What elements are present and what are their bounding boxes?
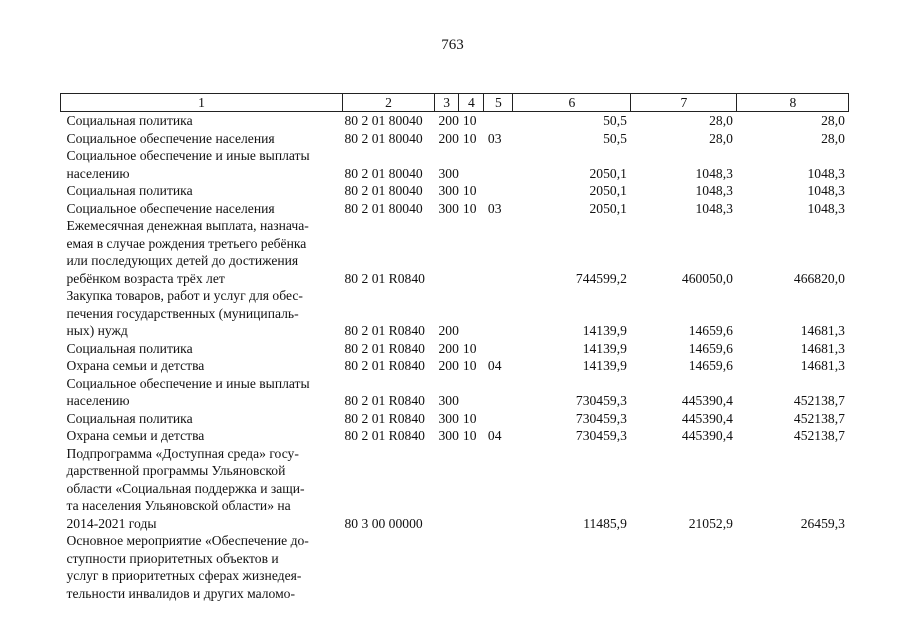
subsection [484, 445, 513, 533]
subsection [484, 182, 513, 200]
row-name [61, 112, 343, 130]
amount-col-6: 50,5 [603, 113, 627, 128]
subsection: 03 [487, 130, 502, 146]
section [459, 287, 484, 340]
amount-col-8: 452138,7 [793, 410, 845, 426]
table-row [61, 182, 849, 200]
amount-col-7: 1048,3 [695, 165, 733, 181]
amount-col-6 [513, 532, 631, 602]
row-name-line: Охрана семьи и детства [66, 358, 205, 373]
amount-col-7: 14659,6 [688, 323, 733, 338]
amount-col-6: 2050,1 [589, 200, 627, 216]
table-row [61, 287, 849, 340]
row-name-line: или последующих детей до достижения [66, 253, 299, 268]
expense-type [435, 445, 459, 533]
amount-col-8: 1048,3 [807, 200, 845, 216]
subsection: 04 [487, 428, 502, 443]
subsection [484, 375, 513, 410]
amount-col-7 [631, 532, 737, 602]
column-header-1: 1 [61, 94, 343, 112]
table-row [61, 112, 849, 130]
table-row [61, 410, 849, 428]
expense-type: 300 [438, 183, 459, 198]
subsection [484, 532, 513, 602]
row-name-line: дарственной программы Ульяновской [66, 463, 286, 478]
expense-type: 200 [438, 358, 459, 373]
table-row [61, 427, 849, 445]
row-name-line: Социальное обеспечение населения [66, 130, 275, 146]
subsection: 04 [487, 358, 502, 373]
amount-col-8: 28,0 [821, 113, 845, 128]
section [459, 532, 484, 602]
amount-col-7: 1048,3 [695, 183, 733, 198]
row-name [61, 182, 343, 200]
amount-col-6: 2050,1 [589, 183, 627, 198]
amount-col-7: 445390,4 [681, 410, 733, 426]
target-code: 80 2 01 R0840 [344, 340, 425, 356]
section: 10 [462, 183, 477, 198]
row-name-line: 2014-2021 годы [66, 515, 157, 531]
page-number: 763 [441, 37, 464, 53]
row-name [61, 287, 343, 340]
subsection [484, 112, 513, 130]
budget-table [60, 93, 849, 602]
amount-col-7: 21052,9 [688, 515, 733, 531]
row-name [61, 217, 343, 287]
amount-col-6: 14139,9 [582, 358, 627, 373]
target-code: 80 2 01 R0840 [344, 270, 425, 286]
column-header-5: 5 [484, 94, 513, 112]
row-name [61, 340, 343, 358]
row-name-line: Социальная политика [66, 183, 193, 198]
target-code: 80 2 01 80040 [344, 183, 423, 198]
row-name [61, 375, 343, 410]
row-name-line: Социальная политика [66, 410, 193, 426]
amount-col-7: 28,0 [709, 113, 733, 128]
row-name-line: Социальное обеспечение и иные выплаты [66, 375, 310, 391]
expense-type: 200 [438, 130, 459, 146]
row-name-line: области «Социальная поддержка и защи- [66, 480, 305, 496]
target-code: 80 2 01 R0840 [344, 428, 425, 443]
target-code: 80 2 01 R0840 [344, 393, 425, 408]
subsection [484, 287, 513, 340]
row-name-line: Социальное обеспечение и иные выплаты [66, 148, 310, 163]
column-header-6: 6 [513, 94, 631, 112]
amount-col-8: 26459,3 [800, 515, 845, 531]
subsection [484, 147, 513, 182]
row-name-line: печения государственных (муниципаль- [66, 305, 299, 321]
amount-col-8: 466820,0 [793, 270, 845, 286]
amount-col-6: 730459,3 [575, 428, 627, 443]
row-name [61, 147, 343, 182]
expense-type: 200 [438, 323, 459, 338]
target-code: 80 2 01 R0840 [344, 410, 425, 426]
section: 10 [462, 410, 477, 426]
expense-type: 300 [438, 410, 459, 426]
row-name-line: Социальная политика [66, 340, 193, 356]
row-name-line: Социальная политика [66, 113, 193, 128]
amount-col-8: 452138,7 [793, 428, 845, 443]
row-name-line: тельности инвалидов и других маломо- [66, 585, 296, 601]
amount-col-6: 2050,1 [589, 165, 627, 181]
row-name-line: емая в случае рождения третьего ребёнка [66, 235, 307, 251]
amount-col-8: 452138,7 [793, 393, 845, 408]
expense-type: 300 [438, 200, 459, 216]
amount-col-8: 1048,3 [807, 165, 845, 181]
row-name-line: Социальное обеспечение населения [66, 200, 275, 216]
row-name-line: ступности приоритетных объектов и [66, 550, 279, 566]
amount-col-8 [737, 532, 849, 602]
amount-col-6: 730459,3 [575, 393, 627, 408]
row-name [61, 427, 343, 445]
subsection [484, 340, 513, 358]
table-row [61, 445, 849, 533]
column-header-8: 8 [737, 94, 849, 112]
amount-col-6: 730459,3 [575, 410, 627, 426]
table-row [61, 340, 849, 358]
table-row [61, 357, 849, 375]
target-code: 80 2 01 80040 [344, 113, 423, 128]
amount-col-7: 445390,4 [681, 428, 733, 443]
row-name-line: населению [66, 393, 130, 408]
row-name-line: ребёнком возраста трёх лет [66, 270, 225, 286]
amount-col-6: 14139,9 [582, 323, 627, 338]
amount-col-7: 14659,6 [688, 358, 733, 373]
expense-type: 300 [438, 393, 459, 408]
row-name-line: Подпрограмма «Доступная среда» госу- [66, 445, 299, 461]
amount-col-7: 445390,4 [681, 393, 733, 408]
column-header-4: 4 [459, 94, 484, 112]
row-name-line: та населения Ульяновской области» на [66, 498, 291, 513]
subsection [484, 217, 513, 287]
row-name-line: ных) нужд [66, 323, 128, 338]
section [459, 147, 484, 182]
table-header [61, 94, 849, 112]
column-header-3: 3 [435, 94, 459, 112]
expense-type: 200 [438, 340, 459, 356]
subsection [484, 410, 513, 428]
row-name-line: Охрана семьи и детства [66, 428, 205, 443]
amount-col-7: 460050,0 [681, 270, 733, 286]
section: 10 [462, 200, 477, 216]
row-name-line: Основное мероприятие «Обеспечение до- [66, 533, 309, 548]
amount-col-8: 1048,3 [807, 183, 845, 198]
expense-type [435, 217, 459, 287]
table-row [61, 200, 849, 218]
table-body [61, 112, 849, 603]
section [459, 445, 484, 533]
row-name [61, 410, 343, 428]
table-row [61, 147, 849, 182]
target-code: 80 2 01 R0840 [344, 323, 425, 338]
row-name [61, 130, 343, 148]
row-name [61, 445, 343, 533]
section: 10 [462, 358, 477, 373]
column-header-2: 2 [343, 94, 435, 112]
expense-type: 200 [438, 113, 459, 128]
row-name-line: населению [66, 165, 130, 181]
amount-col-8: 28,0 [821, 130, 845, 146]
row-name [61, 357, 343, 375]
expense-type: 300 [438, 165, 459, 181]
section [459, 375, 484, 410]
row-name-line: услуг в приоритетных сферах жизнедея- [66, 568, 302, 583]
expense-type [435, 532, 459, 602]
target-code: 80 2 01 80040 [344, 200, 423, 216]
section: 10 [462, 340, 477, 356]
target-code: 80 3 00 00000 [344, 515, 423, 531]
row-name [61, 200, 343, 218]
target-code: 80 2 01 80040 [344, 165, 423, 181]
expense-type: 300 [438, 428, 459, 443]
table-row [61, 217, 849, 287]
target-code [343, 532, 435, 602]
section: 10 [462, 428, 477, 443]
section: 10 [462, 130, 477, 146]
amount-col-7: 14659,6 [688, 340, 733, 356]
amount-col-6: 14139,9 [582, 340, 627, 356]
row-name-line: Ежемесячная денежная выплата, назнача- [66, 218, 309, 233]
column-header-7: 7 [631, 94, 737, 112]
section [459, 217, 484, 287]
amount-col-7: 1048,3 [695, 200, 733, 216]
amount-col-6: 744599,2 [575, 270, 627, 286]
target-code: 80 2 01 80040 [344, 130, 423, 146]
amount-col-6: 11485,9 [583, 515, 627, 531]
amount-col-8: 14681,3 [800, 323, 845, 338]
table-row [61, 375, 849, 410]
amount-col-8: 14681,3 [800, 358, 845, 373]
table-row [61, 532, 849, 602]
table-row [61, 130, 849, 148]
amount-col-6: 50,5 [603, 130, 627, 146]
amount-col-7: 28,0 [709, 130, 733, 146]
row-name [61, 532, 343, 602]
subsection: 03 [487, 200, 502, 216]
target-code: 80 2 01 R0840 [344, 358, 425, 373]
section: 10 [462, 113, 477, 128]
amount-col-8: 14681,3 [800, 340, 845, 356]
row-name-line: Закупка товаров, работ и услуг для обес- [66, 288, 303, 303]
